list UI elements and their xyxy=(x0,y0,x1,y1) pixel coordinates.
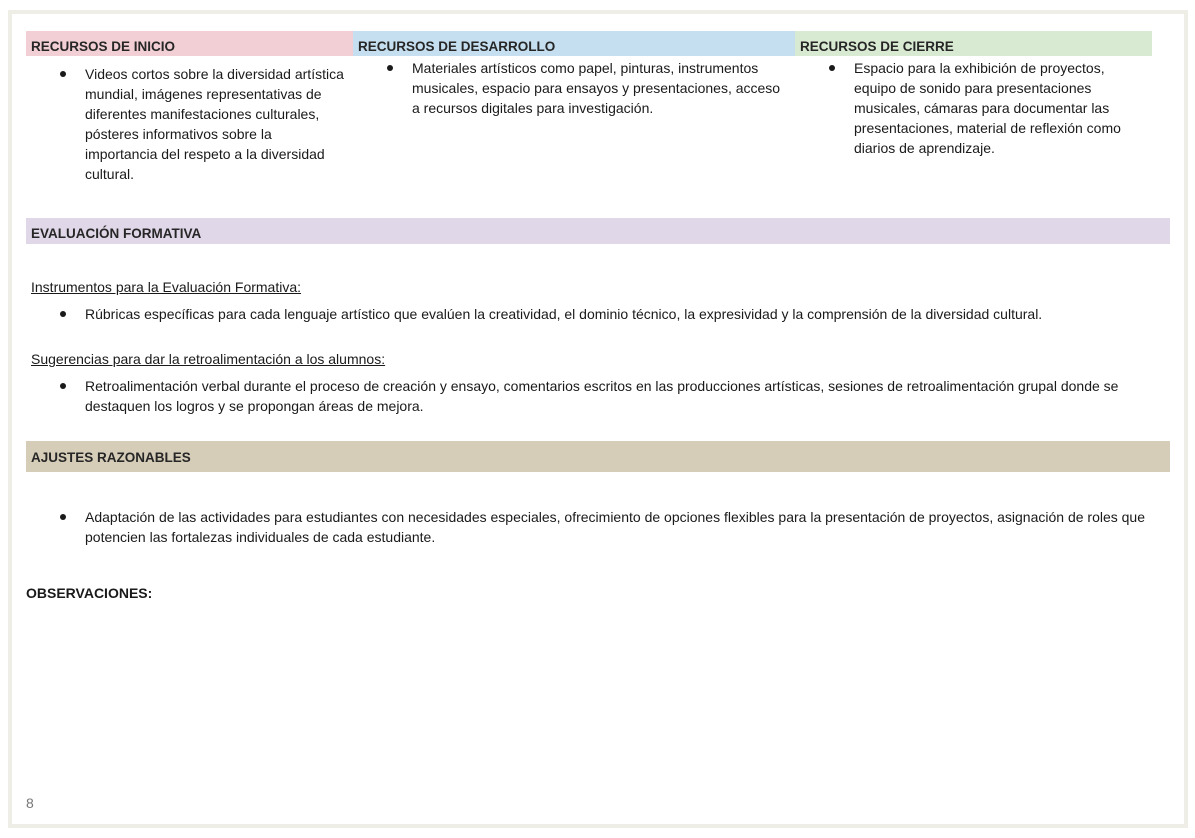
instrumentos-label: Instrumentos para la Evaluación Formativa: xyxy=(31,279,302,295)
list-item-text: Adaptación de las actividades para estudiantes con necesidades especiales, ofrecimiento de opciones flexibles para la presentación de proyectos, asignación de roles que potencien las fortalezas individuales de cada estudiante. xyxy=(85,509,1146,545)
list-item-text: Espacio para la exhibición de proyectos, equipo de sonido para presentaciones musicales, cámaras para documentar las presentaciones, material de reflexión como diarios de aprendizaje. xyxy=(854,60,1121,156)
recursos-inicio-header: RECURSOS DE INICIO xyxy=(26,31,353,56)
list-item xyxy=(85,64,345,184)
bullet-icon xyxy=(60,383,66,389)
bullet-icon xyxy=(60,514,66,520)
recursos-cierre-header: RECURSOS DE CIERRE xyxy=(795,31,1152,56)
ajustes-razonables-header: AJUSTES RAZONABLES xyxy=(26,441,1170,472)
list-item xyxy=(85,376,1170,416)
ajustes-list xyxy=(85,507,1170,547)
list-item-text: Videos cortos sobre la diversidad artística mundial, imágenes representativas de diferentes manifestaciones culturales, pósteres informativos sobre la importancia del respeto a la diversidad cultural. xyxy=(85,66,344,182)
recursos-cierre-list xyxy=(854,58,1149,158)
sugerencias-list xyxy=(85,376,1170,416)
list-item xyxy=(85,304,1170,324)
list-item xyxy=(412,58,790,118)
observaciones-label: OBSERVACIONES: xyxy=(26,585,153,601)
instrumentos-list xyxy=(85,304,1170,324)
list-item-text: Rúbricas específicas para cada lenguaje artístico que evalúen la creatividad, el dominio técnico, la expresividad y la comprensión de la diversidad cultural. xyxy=(85,306,1043,322)
bullet-icon xyxy=(387,65,393,71)
list-item xyxy=(854,58,1149,158)
evaluacion-formativa-header: EVALUACIÓN FORMATIVA xyxy=(26,218,1170,244)
recursos-inicio-list xyxy=(85,64,345,184)
list-item-text: Retroalimentación verbal durante el proceso de creación y ensayo, comentarios escritos en las producciones artísticas, sesiones de retroalimentación grupal donde se destaquen los logros y se propongan áreas de mejora. xyxy=(85,378,1119,414)
recursos-desarrollo-header: RECURSOS DE DESARROLLO xyxy=(353,31,795,56)
page-number: 8 xyxy=(26,795,34,811)
bullet-icon xyxy=(60,71,66,77)
bullet-icon xyxy=(829,65,835,71)
list-item-text: Materiales artísticos como papel, pinturas, instrumentos musicales, espacio para ensayos y presentaciones, acceso a recursos digitales para investigación. xyxy=(412,60,781,116)
recursos-desarrollo-list xyxy=(412,58,790,118)
bullet-icon xyxy=(60,311,66,317)
sugerencias-label: Sugerencias para dar la retroalimentación a los alumnos: xyxy=(31,351,386,367)
list-item xyxy=(85,507,1170,547)
